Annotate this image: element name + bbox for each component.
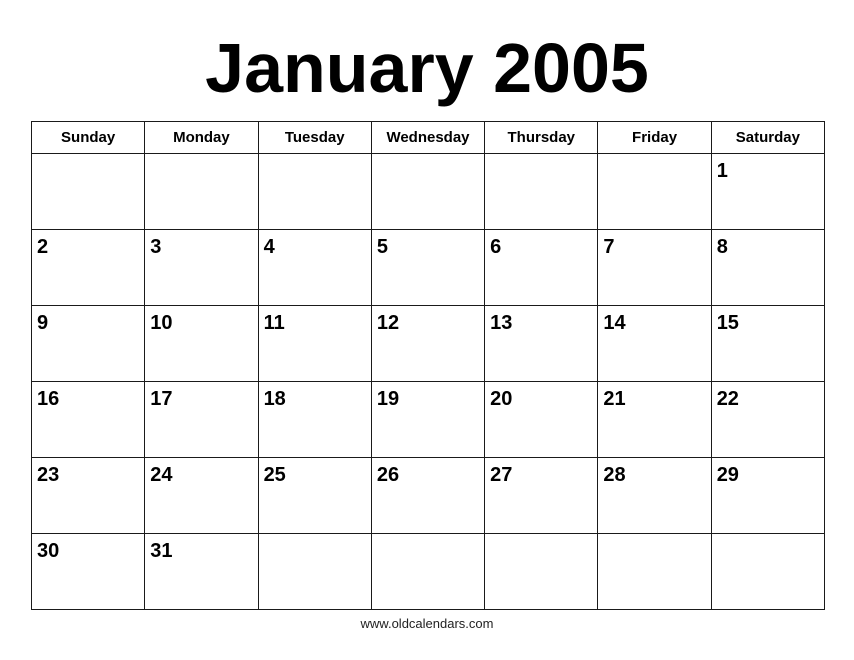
- day-number: [372, 154, 484, 159]
- day-number: [485, 534, 597, 539]
- day-number: 2: [37, 236, 49, 258]
- day-cell: [258, 154, 371, 230]
- day-number: 15: [716, 312, 739, 334]
- day-number: 10: [150, 312, 173, 334]
- day-number: 16: [37, 388, 60, 410]
- day-number: 3: [150, 236, 162, 258]
- day-cell: [32, 230, 145, 306]
- footer-url: www.oldcalendars.com: [360, 616, 494, 631]
- day-number: 22: [716, 388, 739, 410]
- day-cell: [598, 458, 711, 534]
- day-cell: [711, 230, 824, 306]
- day-number: 18: [263, 388, 286, 410]
- day-cell: [711, 154, 824, 230]
- day-cell: [145, 306, 258, 382]
- day-cell: [258, 534, 371, 610]
- day-cell: [32, 382, 145, 458]
- day-number: [598, 154, 710, 159]
- day-number: [712, 534, 824, 539]
- day-cell: [598, 382, 711, 458]
- day-cell: [32, 534, 145, 610]
- day-number: 4: [263, 236, 275, 258]
- day-cell: [485, 230, 598, 306]
- day-number: 17: [150, 388, 173, 410]
- day-number: 27: [490, 464, 513, 486]
- day-cell: [371, 534, 484, 610]
- day-cell: [711, 306, 824, 382]
- day-cell: [598, 534, 711, 610]
- weekday-header-row: [32, 122, 825, 154]
- day-cell: [371, 154, 484, 230]
- day-number: 14: [603, 312, 626, 334]
- day-number: [485, 154, 597, 159]
- weekday-header: Monday: [145, 122, 258, 154]
- day-number: 7: [603, 236, 615, 258]
- day-cell: [598, 306, 711, 382]
- day-number: 28: [603, 464, 626, 486]
- day-number: 1: [716, 160, 728, 182]
- day-cell: [485, 382, 598, 458]
- day-number: 5: [376, 236, 388, 258]
- day-cell: [371, 458, 484, 534]
- day-number: [32, 154, 144, 159]
- day-cell: [711, 458, 824, 534]
- day-number: 29: [716, 464, 739, 486]
- day-number: [598, 534, 710, 539]
- day-cell: [258, 306, 371, 382]
- day-number: 21: [603, 388, 626, 410]
- weekday-header: Saturday: [711, 122, 824, 154]
- week-row: [32, 154, 825, 230]
- day-cell: [371, 230, 484, 306]
- day-cell: [485, 534, 598, 610]
- weekday-header: Wednesday: [371, 122, 484, 154]
- day-number: 19: [376, 388, 400, 410]
- day-number: 30: [37, 540, 60, 562]
- week-row: [32, 230, 825, 306]
- day-number: 24: [150, 464, 173, 486]
- day-number: 25: [263, 464, 286, 486]
- day-number: [259, 154, 371, 159]
- day-number: [145, 154, 257, 159]
- day-number: 11: [263, 312, 285, 334]
- day-cell: [258, 458, 371, 534]
- day-number: 12: [376, 312, 400, 334]
- day-number: 9: [37, 312, 49, 334]
- day-number: 23: [37, 464, 60, 486]
- weekday-header: Friday: [598, 122, 711, 154]
- day-cell: [32, 306, 145, 382]
- weekday-header: Thursday: [485, 122, 598, 154]
- week-row: [32, 306, 825, 382]
- day-cell: [711, 382, 824, 458]
- day-number: [259, 534, 371, 539]
- day-cell: [371, 306, 484, 382]
- week-row: [32, 382, 825, 458]
- calendar-grid: [31, 121, 825, 610]
- day-cell: [258, 230, 371, 306]
- weekday-header: Sunday: [32, 122, 145, 154]
- day-number: 26: [376, 464, 400, 486]
- calendar-title: January 2005: [205, 29, 649, 107]
- weekday-header: Tuesday: [258, 122, 371, 154]
- day-cell: [258, 382, 371, 458]
- day-cell: [485, 154, 598, 230]
- week-row: [32, 534, 825, 610]
- day-cell: [145, 382, 258, 458]
- day-cell: [598, 230, 711, 306]
- day-cell: [711, 534, 824, 610]
- day-number: 31: [150, 540, 173, 562]
- day-cell: [485, 458, 598, 534]
- day-cell: [485, 306, 598, 382]
- day-number: 13: [490, 312, 513, 334]
- week-row: [32, 458, 825, 534]
- day-number: 6: [490, 236, 502, 258]
- day-cell: [145, 534, 258, 610]
- day-number: 8: [716, 236, 728, 258]
- day-cell: [145, 230, 258, 306]
- day-cell: [145, 458, 258, 534]
- day-cell: [598, 154, 711, 230]
- day-cell: [32, 458, 145, 534]
- day-number: 20: [490, 388, 513, 410]
- day-cell: [371, 382, 484, 458]
- day-cell: [32, 154, 145, 230]
- day-number: [372, 534, 484, 539]
- day-cell: [145, 154, 258, 230]
